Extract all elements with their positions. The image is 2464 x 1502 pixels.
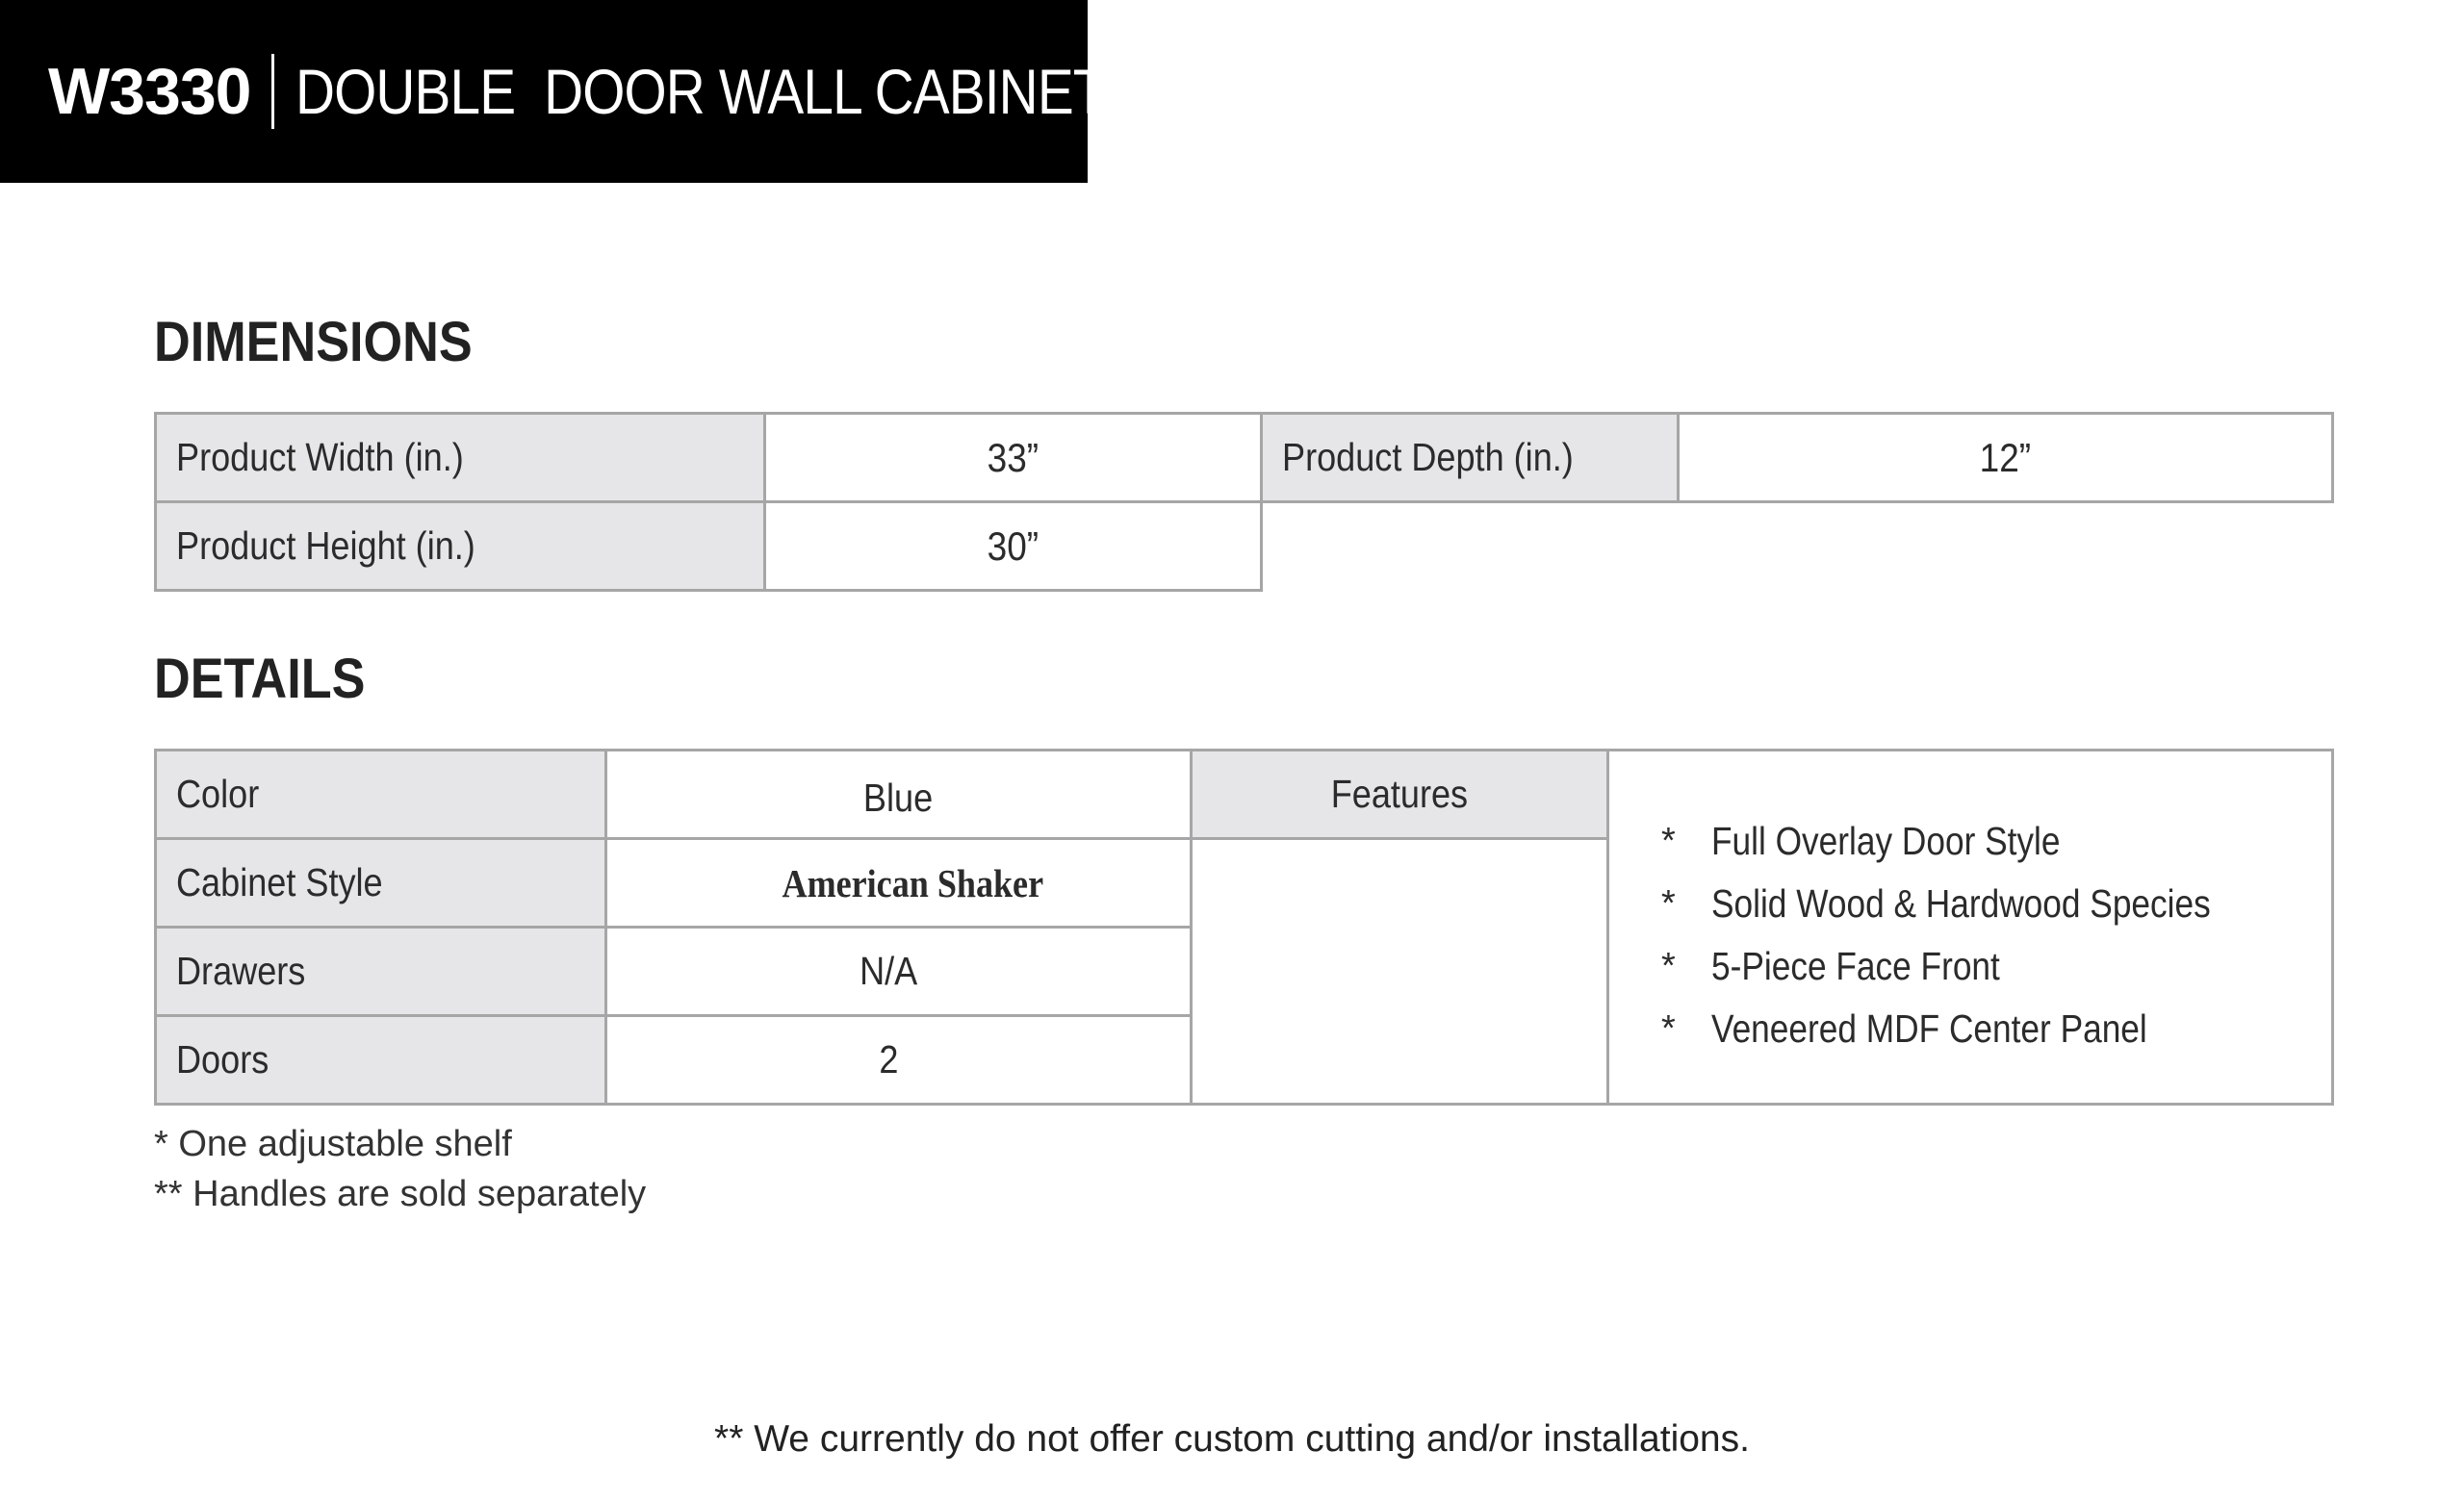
feature-item — [1661, 873, 2292, 935]
height-label-cell — [154, 500, 766, 592]
features-label: Features — [1330, 772, 1469, 816]
header-divider — [271, 54, 274, 129]
doors-label-cell — [154, 1014, 607, 1106]
feature-text: Veneered MDF Center Panel — [1711, 1006, 2147, 1051]
feature-text: Full Overlay Door Style — [1711, 819, 2061, 863]
depth-label-cell — [1260, 412, 1680, 503]
width-value: 33” — [987, 434, 1040, 480]
features-spacer-cell — [1190, 837, 1609, 1106]
width-value-cell — [763, 412, 1263, 503]
depth-value: 12” — [1979, 434, 2032, 480]
drawers-value-cell — [604, 926, 1193, 1017]
cabinet-style-value: American Shaker — [782, 860, 1044, 905]
header-title — [48, 54, 1238, 129]
height-label: Product Height (in.) — [176, 523, 475, 568]
drawers-label: Drawers — [176, 949, 306, 993]
doors-value-cell — [604, 1014, 1193, 1106]
bullet-icon: * — [1661, 1008, 1676, 1049]
color-value-cell — [604, 749, 1193, 840]
doors-label: Doors — [176, 1037, 270, 1082]
feature-item — [1661, 935, 2292, 998]
details-heading: DETAILS — [154, 648, 366, 710]
color-value: Blue — [863, 776, 934, 820]
cabinet-style-value-cell — [604, 837, 1193, 929]
depth-label: Product Depth (in.) — [1282, 435, 1574, 479]
feature-text: 5-Piece Face Front — [1711, 944, 2000, 988]
dimensions-heading: DIMENSIONS — [154, 311, 473, 373]
width-label: Product Width (in.) — [176, 435, 464, 479]
handles-note: ** Handles are sold separately — [154, 1174, 647, 1214]
height-value-cell — [763, 500, 1263, 592]
cabinet-style-label: Cabinet Style — [176, 860, 383, 904]
drawers-label-cell — [154, 926, 607, 1017]
drawers-value: N/A — [860, 949, 918, 993]
color-label: Color — [176, 772, 260, 816]
bullet-icon: * — [1661, 821, 1676, 861]
shelf-note: * One adjustable shelf — [154, 1124, 512, 1164]
cabinet-style-label-cell — [154, 837, 607, 929]
width-label-cell — [154, 412, 766, 503]
features-label-cell — [1190, 749, 1609, 840]
product-name: DOUBLE DOOR WALL CABINET — [295, 56, 1107, 127]
footer-note: ** We currently do not offer custom cutting and/or installations. — [714, 1418, 1750, 1460]
model-code: W3330 — [48, 55, 251, 128]
feature-item — [1661, 998, 2292, 1060]
doors-value: 2 — [879, 1037, 899, 1082]
header-banner — [0, 0, 1107, 183]
feature-text: Solid Wood & Hardwood Species — [1711, 881, 2211, 926]
features-list — [1661, 810, 2292, 1060]
feature-item — [1661, 810, 2292, 873]
height-value: 30” — [987, 522, 1040, 569]
depth-value-cell — [1677, 412, 2334, 503]
color-label-cell — [154, 749, 607, 840]
bullet-icon: * — [1661, 946, 1676, 986]
bullet-icon: * — [1661, 883, 1676, 924]
